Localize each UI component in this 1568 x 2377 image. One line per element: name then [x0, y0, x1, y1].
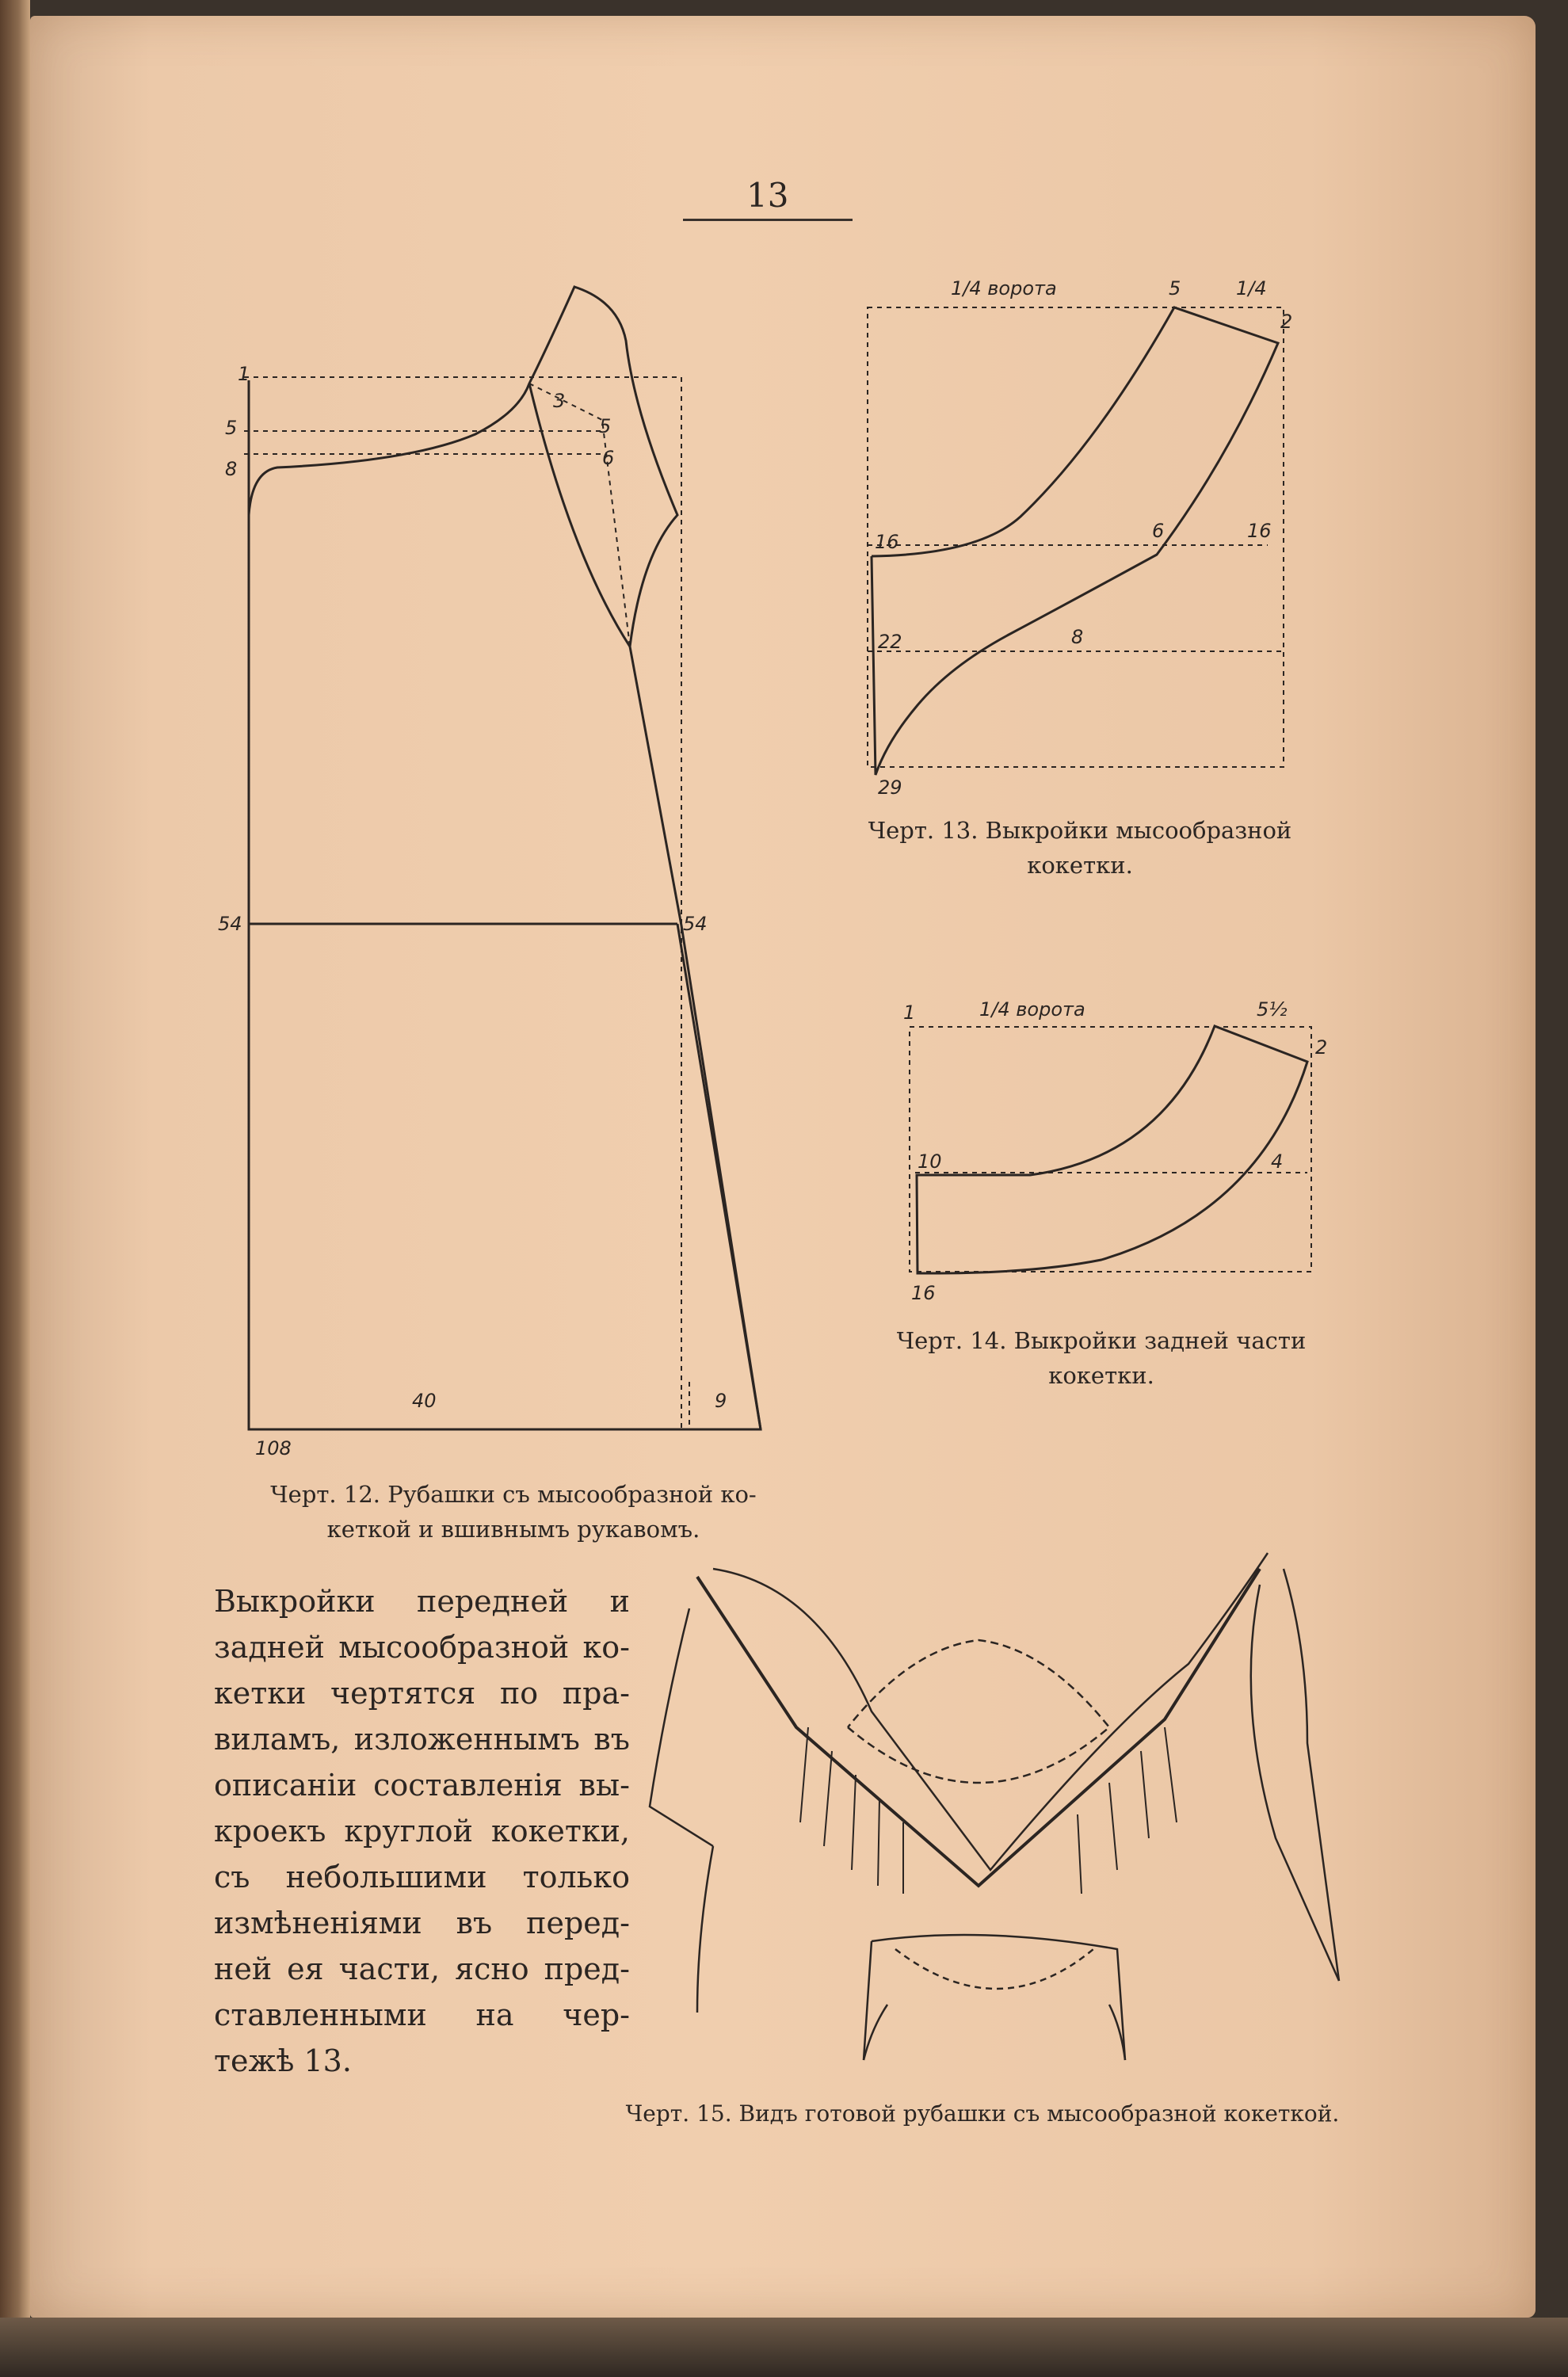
figure13-caption — [854, 813, 1306, 883]
figure14-caption-line1: Черт. 14. Выкройки задней части — [896, 1327, 1307, 1354]
fig13-label: 29 — [878, 776, 902, 799]
fig14-label: 4 — [1271, 1150, 1284, 1173]
body-line: ней ея части, ясно пред- — [214, 1952, 630, 1986]
fig12-label: 5 — [599, 415, 612, 437]
fig13-label: 5 — [1169, 277, 1181, 300]
fig12-label: 8 — [225, 458, 238, 480]
body-paragraph — [214, 1578, 630, 2084]
figure12-pattern — [244, 287, 761, 1429]
fig13-label: 1/4 ворота — [951, 277, 1057, 300]
body-line: задней мысообразной ко- — [214, 1630, 630, 1665]
page-number: 13 — [746, 176, 789, 215]
fig12-label: 5 — [225, 417, 238, 439]
figure13-labels — [875, 277, 1292, 799]
fig12-label: 1 — [238, 363, 250, 385]
fig12-label: 40 — [412, 1390, 437, 1412]
fig12-label: 9 — [715, 1390, 727, 1412]
figure13-caption-line1: Черт. 13. Выкройки мысообразной — [868, 817, 1292, 844]
fig14-label: 16 — [911, 1282, 936, 1304]
figure12-caption-line1: Черт. 12. Рубашки съ мысообразной ко- — [270, 1481, 757, 1508]
figure15-illustration — [650, 1553, 1339, 2060]
fig14-label: 5½ — [1257, 998, 1288, 1021]
fig13-label: 1/4 — [1236, 277, 1267, 300]
body-line: виламъ, изложеннымъ въ — [214, 1722, 630, 1757]
fig12-label: 108 — [255, 1437, 292, 1459]
fig13-label: 2 — [1280, 311, 1293, 333]
body-line: описаніи составленія вы- — [214, 1768, 630, 1803]
figure13-caption-line2: кокетки. — [1027, 852, 1133, 879]
figure12-caption-line2: кеткой и вшивнымъ рукавомъ. — [326, 1516, 700, 1543]
fig14-label: 10 — [918, 1150, 942, 1173]
fig13-label: 22 — [878, 631, 902, 653]
fig12-label: 54 — [218, 913, 242, 935]
fig13-label: 6 — [1152, 520, 1165, 542]
figure12-caption — [252, 1477, 775, 1547]
figure14-caption-line2: кокетки. — [1048, 1362, 1154, 1389]
fig13-label: 16 — [1247, 520, 1272, 542]
fig14-label: 1/4 ворота — [979, 998, 1085, 1021]
body-line: ставленными на чер- — [214, 1997, 630, 2032]
body-line: съ небольшими только — [214, 1860, 630, 1894]
fig14-label: 2 — [1315, 1036, 1328, 1059]
fig14-label: 1 — [903, 1002, 916, 1024]
fig12-label: 6 — [602, 447, 615, 469]
fig13-label: 8 — [1071, 626, 1084, 648]
body-line: кетки чертятся по пра- — [214, 1676, 630, 1711]
body-line: кроекъ круглой кокетки, — [214, 1814, 630, 1849]
figure15-caption: Черт. 15. Видъ готовой рубашки съ мысообразной кокеткой. — [625, 2100, 1340, 2127]
body-line: Выкройки передней и — [214, 1584, 630, 1619]
body-line: измѣненіями въ перед- — [214, 1906, 630, 1940]
figure14-pattern — [910, 1026, 1311, 1273]
fig12-label: 3 — [553, 390, 566, 412]
figure13-pattern — [868, 307, 1284, 775]
figure12-labels — [218, 363, 727, 1459]
fig12-label: 54 — [683, 913, 708, 935]
body-line: тежѣ 13. — [214, 2043, 352, 2078]
fig13-label: 16 — [875, 531, 899, 553]
figure14-caption — [879, 1323, 1323, 1393]
